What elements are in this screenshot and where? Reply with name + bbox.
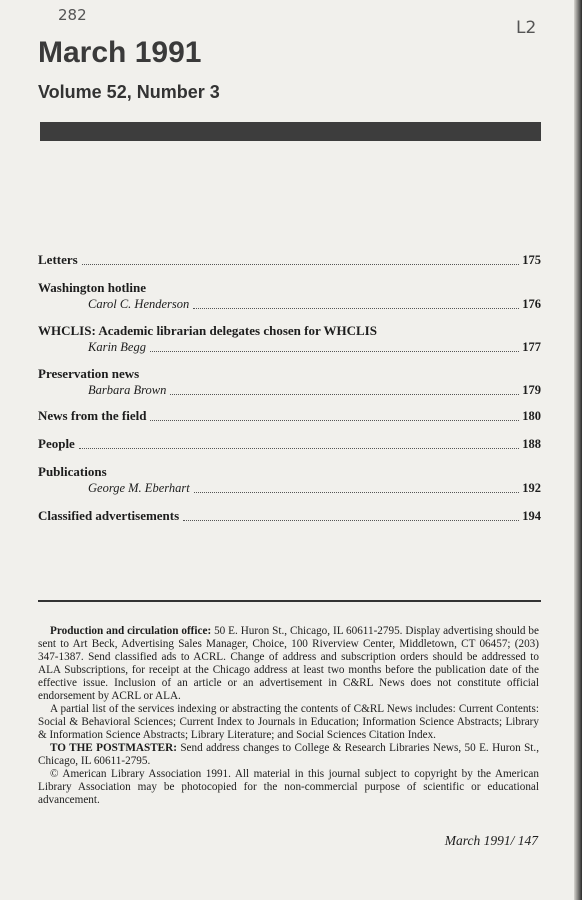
toc-entry-title: Classified advertisements [38, 508, 180, 523]
dot-leader [170, 394, 519, 395]
postmaster-text: Send address changes to College & Research Libraries News, 50 E. Huron St., Chicago, IL 60611-2795. [38, 742, 539, 767]
toc-entry-title: WHCLIS: Academic librarian delegates chosen for WHCLIS [38, 323, 377, 338]
issue-volume: Volume 52, Number 3 [38, 82, 220, 102]
section-divider [38, 600, 541, 602]
handwritten-note-right: L2 [516, 18, 537, 38]
production-paragraph [38, 625, 539, 703]
toc-entry-page: 179 [522, 383, 541, 397]
dot-leader [82, 264, 520, 265]
toc-entry-title: News from the field [38, 408, 147, 423]
toc-entry-author: Carol C. Henderson [88, 297, 190, 311]
indexing-paragraph: A partial list of the services indexing or abstracting the contents of C&RL News includes: Current Contents: Social & Behavioral Sciences; Current Index to Journals in Education; Information Science Abstracts; Library & Information Science Abstracts; Library Literature; and Social Sciences Citation Index. [38, 703, 539, 741]
toc-entry [38, 408, 541, 424]
toc-entry-page: 180 [522, 409, 541, 423]
dot-leader [194, 492, 520, 493]
dot-leader [150, 420, 519, 421]
dot-leader [183, 520, 519, 521]
postmaster-paragraph [38, 742, 539, 768]
dot-leader [150, 351, 519, 352]
production-label: Production and circulation office: [50, 625, 212, 637]
page-folio: March 1991/ 147 [444, 833, 538, 848]
toc-entry [38, 366, 541, 398]
toc-entry-title: People [38, 436, 75, 451]
toc-entry-title: Publications [38, 464, 107, 479]
toc-entry [38, 280, 541, 312]
handwritten-note-left: 282 [58, 6, 87, 24]
toc-entry-page: 175 [522, 253, 541, 267]
publication-credits [38, 625, 539, 807]
dot-leader [193, 308, 519, 309]
issue-date: March 1991 [38, 36, 202, 69]
production-text: 50 E. Huron St., Chicago, IL 60611-2795. Display advertising should be sent to Art Beck, Advertising Sales Manager, Choice, 100 Riverview Center, Middletown, CT 06457; (203) 347-1387. Send classified ads to ACRL. Change of address and subscription orders should be addressed to ALA Subscriptions, for receipt at the Chicago address at least two months before the publication date of the effective issue. Inclusion of an article or an advertisement in C&RL News does not constitute official endorsement by ACRL or ALA. [38, 625, 539, 702]
header-rule-bar [40, 122, 541, 141]
toc-entry-author: Karin Begg [88, 340, 146, 354]
postmaster-label: TO THE POSTMASTER: [50, 742, 177, 754]
dot-leader [79, 448, 519, 449]
toc-entry-page: 176 [522, 297, 541, 311]
toc-entry [38, 252, 541, 268]
toc-entry-title: Washington hotline [38, 280, 147, 295]
toc-entry-page: 188 [522, 437, 541, 451]
toc-entry-page: 192 [522, 481, 541, 495]
toc-entry-title: Preservation news [38, 366, 140, 381]
toc-entry [38, 464, 541, 496]
toc-entry [38, 436, 541, 452]
toc-entry [38, 323, 541, 355]
toc-entry-page: 177 [522, 340, 541, 354]
copyright-paragraph: © American Library Association 1991. All material in this journal subject to copyright by the American Library Association may be photocopied for the non-commercial purpose of scientific or educational advancement. [38, 768, 539, 806]
toc-entry-title: Letters [38, 252, 78, 267]
scan-edge-shadow [574, 0, 582, 900]
toc-entry-author: George M. Eberhart [88, 481, 190, 495]
toc-entry-page: 194 [522, 509, 541, 523]
toc-entry [38, 508, 541, 524]
toc-entry-author: Barbara Brown [88, 383, 167, 397]
